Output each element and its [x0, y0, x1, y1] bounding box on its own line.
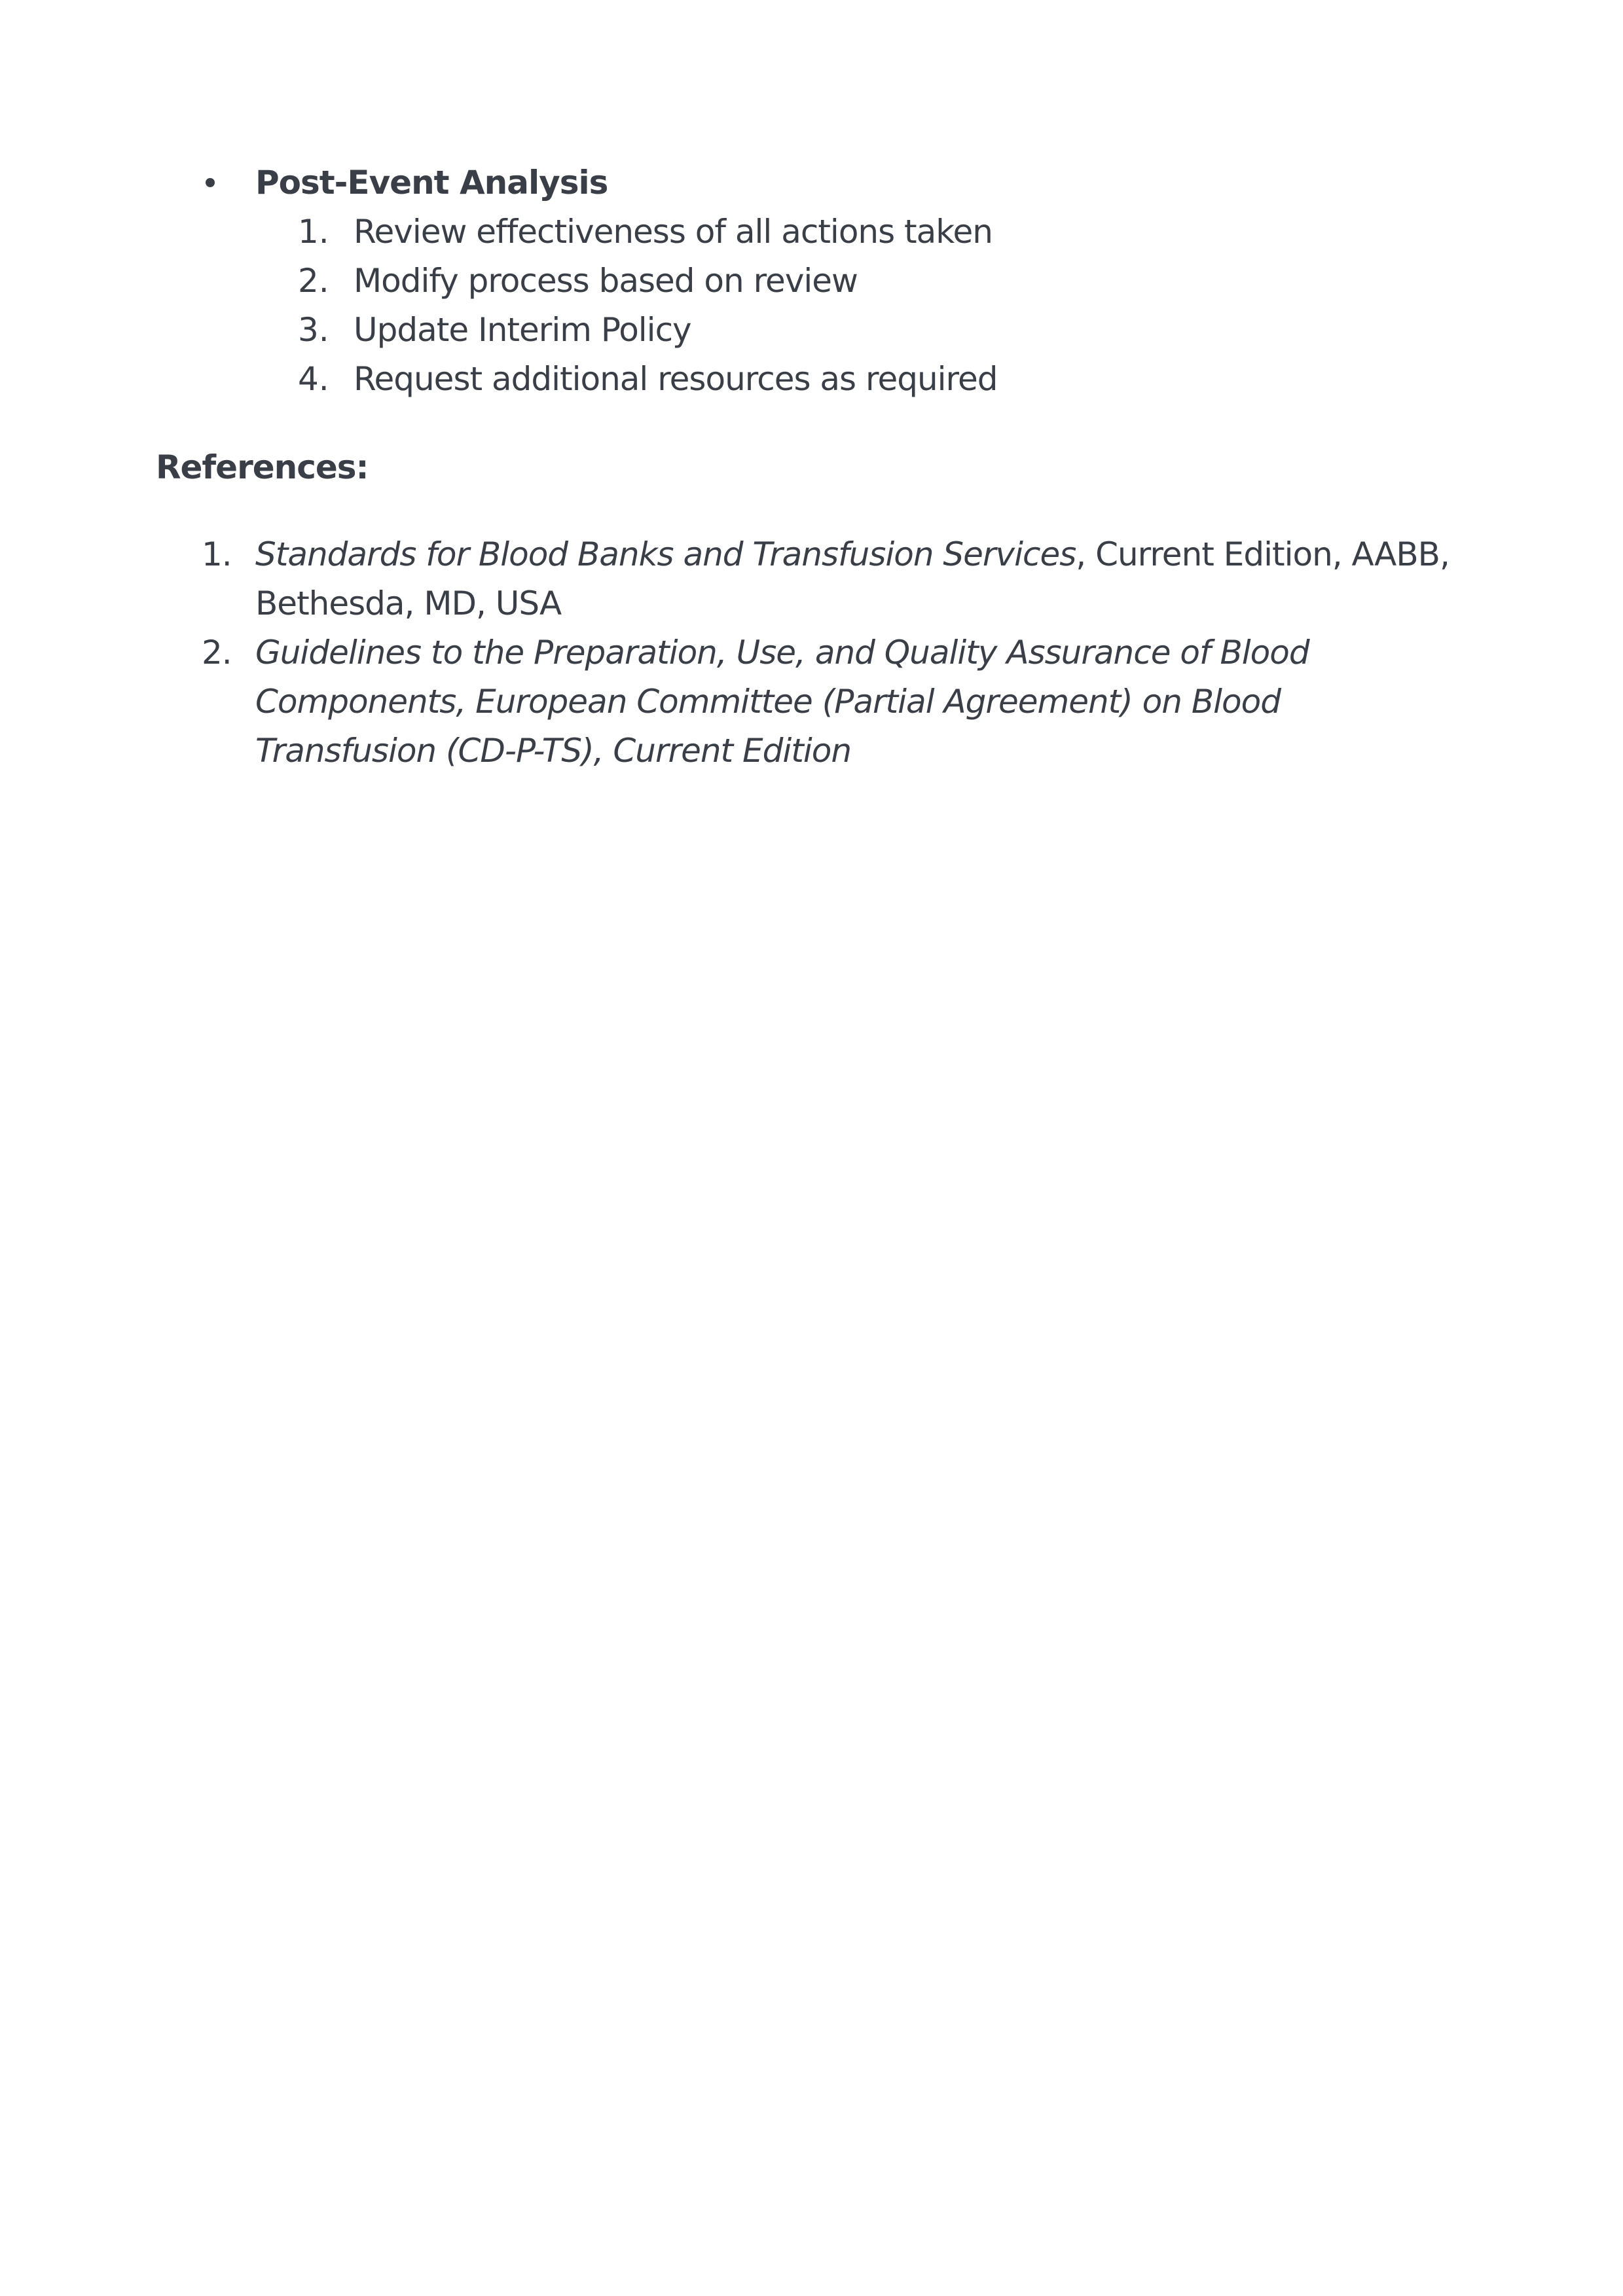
list-text: Update Interim Policy	[354, 311, 691, 349]
references-heading: References:	[156, 448, 369, 486]
reference-title: Guidelines to the Preparation, Use, and Quality Assurance of Blood Components, European Committee (Partial Agreement) on Blood Transfusion (CD-P-TS), Current Edition	[255, 634, 1309, 770]
list-number: 3.	[298, 311, 329, 349]
list-number: 2.	[298, 262, 329, 300]
bullet-icon	[206, 178, 215, 187]
references-list	[202, 530, 1511, 776]
reference-item	[202, 530, 1511, 628]
list-text: Modify process based on review	[354, 262, 858, 300]
reference-item	[202, 628, 1381, 776]
list-number: 1.	[298, 213, 329, 251]
section-title: Post-Event Analysis	[255, 164, 608, 202]
list-number: 4.	[298, 360, 329, 398]
reference-number: 1.	[202, 535, 232, 573]
reference-details: , Current Edition, AABB, Bethesda, MD, USA	[255, 535, 1450, 622]
list-text: Review effectiveness of all actions taken	[354, 213, 993, 251]
reference-title: Standards for Blood Banks and Transfusion Services	[255, 535, 1076, 573]
reference-number: 2.	[202, 634, 232, 672]
list-text: Request additional resources as required	[354, 360, 998, 398]
